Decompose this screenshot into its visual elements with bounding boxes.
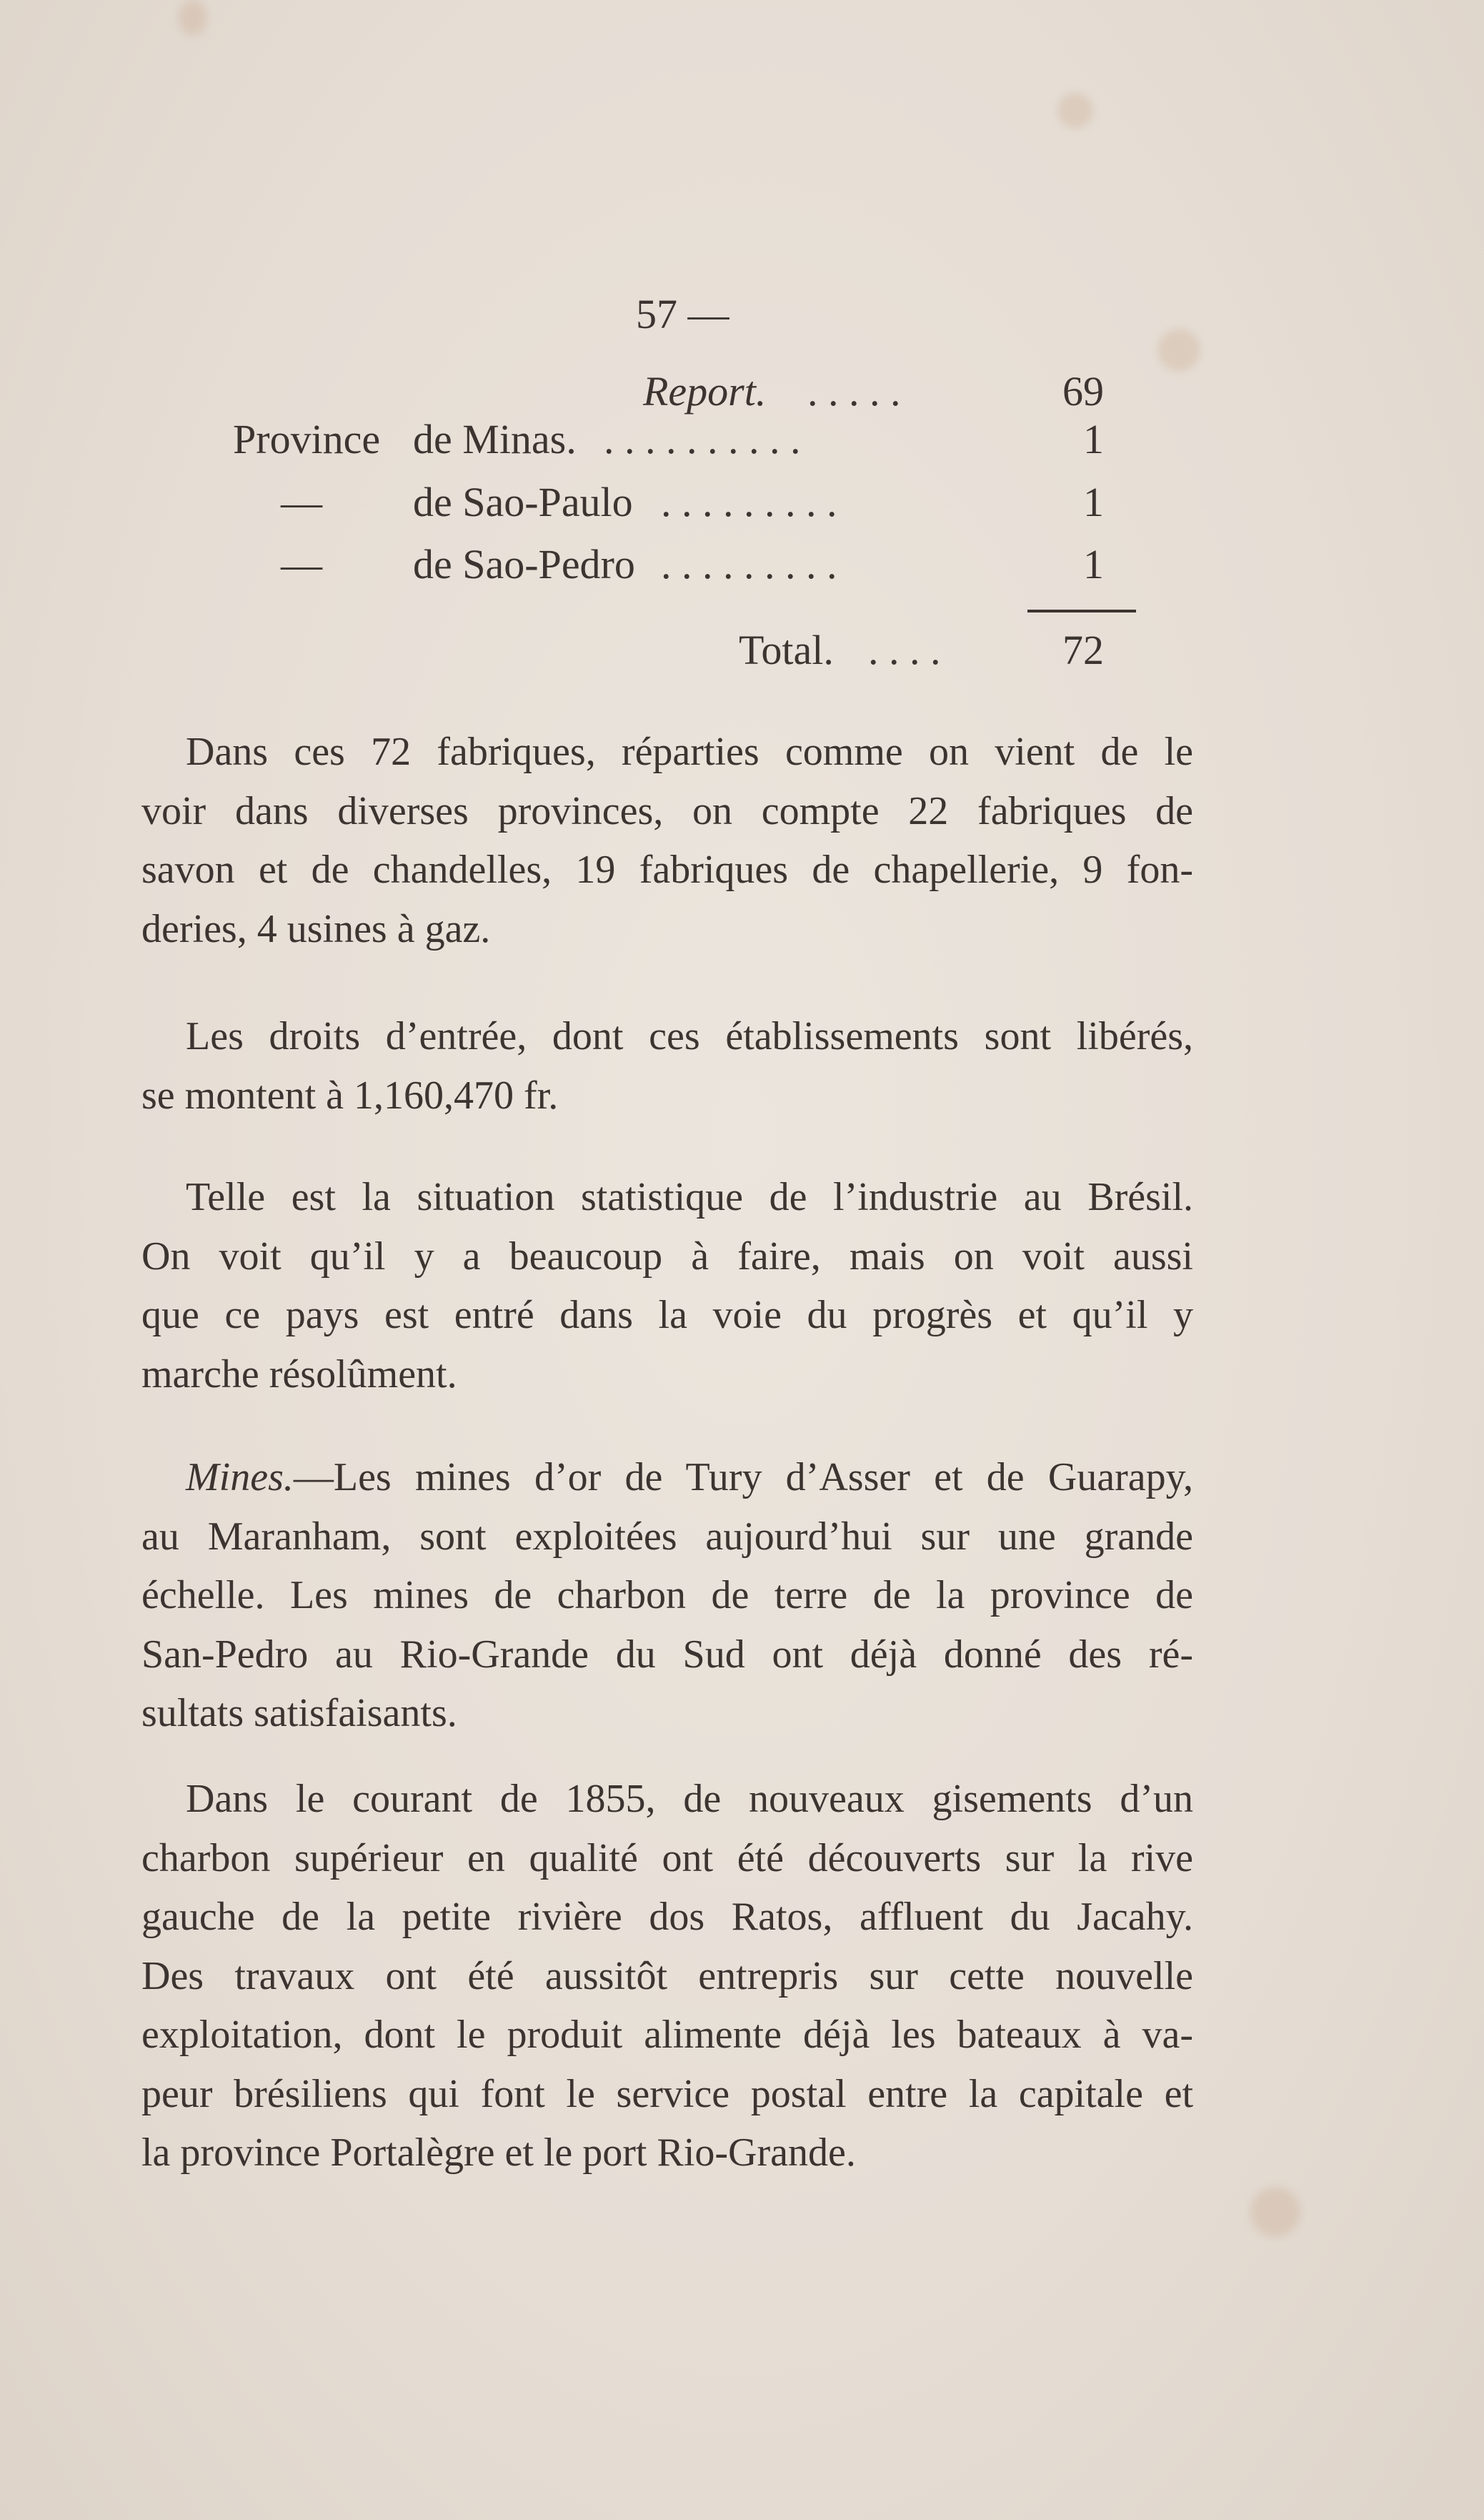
- text-line: Des travaux ont été aussitôt entrepris sur cette nouvelle: [141, 1953, 1193, 1998]
- text-line: savon et de chandelles, 19 fabriques de chapellerie, 9 fon-: [141, 848, 1193, 892]
- row-label: de Sao-Paulo: [413, 479, 633, 525]
- section-heading: Mines.: [186, 1455, 294, 1499]
- page-number: 57 —: [636, 291, 729, 337]
- leader-dots: . . . . . . . . . .: [604, 416, 801, 462]
- text-line: —Les mines d’or de Tury d’Asser et de Guarapy,: [293, 1455, 1193, 1499]
- text-line: Dans le courant de 1855, de nouveaux gisements d’un: [186, 1777, 1193, 1821]
- row-value: 1: [1083, 416, 1104, 462]
- row-value: 1: [1083, 541, 1104, 587]
- paragraph-situation: [141, 1168, 1193, 1404]
- text-line: que ce pays est entré dans la voie du progrès et qu’il y: [141, 1293, 1193, 1337]
- text-line: San-Pedro au Rio-Grande du Sud ont déjà donné des ré-: [141, 1632, 1193, 1677]
- text-line: Dans ces 72 fabriques, réparties comme on vient de le: [186, 730, 1193, 774]
- paper-stain: [1157, 329, 1200, 372]
- total-label: Total.: [739, 627, 834, 673]
- text-line: la province Portalègre et le port Rio-Grande.: [141, 2130, 856, 2175]
- text-line: charbon supérieur en qualité ont été découverts sur la rive: [141, 1835, 1193, 1880]
- text-line: deries, 4 usines à gaz.: [141, 906, 491, 951]
- leader-dots: . . . .: [868, 627, 941, 673]
- text-line: échelle. Les mines de charbon de terre de la province de: [141, 1573, 1193, 1617]
- row-prefix: —: [281, 541, 322, 587]
- text-line: exploitation, dont le produit alimente déjà les bateaux à va-: [141, 2013, 1193, 2057]
- text-line: On voit qu’il y a beaucoup à faire, mais on voit aussi: [141, 1234, 1193, 1279]
- text-line: Les droits d’entrée, dont ces établissements sont libérés,: [186, 1014, 1193, 1058]
- paragraph-factories: [141, 723, 1193, 958]
- total-value: 72: [1062, 627, 1104, 673]
- text-line: Telle est la situation statistique de l’industrie au Brésil.: [186, 1175, 1193, 1219]
- text-line: voir dans diverses provinces, on compte 22 fabriques de: [141, 788, 1193, 833]
- row-value: 1: [1083, 479, 1104, 525]
- leader-dots: . . . . . . . . .: [661, 479, 837, 525]
- paragraph-coal: [141, 1770, 1193, 2183]
- text-line: sultats satisfaisants.: [141, 1691, 457, 1735]
- paper-stain: [179, 0, 207, 36]
- report-label: Report.: [643, 368, 767, 415]
- text-line: marche résolûment.: [141, 1351, 457, 1397]
- row-label: de Minas.: [413, 416, 577, 462]
- paper-stain: [1057, 93, 1093, 129]
- row-label: de Sao-Pedro: [413, 541, 635, 587]
- row-prefix: Province: [233, 416, 381, 462]
- text-line: au Maranham, sont exploitées aujourd’hui sur une grande: [141, 1514, 1193, 1559]
- paragraph-mines: [141, 1448, 1193, 1743]
- text-line: gauche de la petite rivière dos Ratos, affluent du Jacahy.: [141, 1895, 1193, 1939]
- leader-dots: . . . . . . . . .: [661, 541, 837, 587]
- text-line: peur brésiliens qui font le service postal entre la capitale et: [141, 2071, 1193, 2116]
- row-prefix: —: [281, 479, 322, 525]
- report-value: 69: [1062, 368, 1104, 415]
- paragraph-duties: [141, 1007, 1193, 1125]
- sum-rule: [1027, 610, 1136, 612]
- paper-stain: [1250, 2187, 1300, 2237]
- text-line: se montent à 1,160,470 fr.: [141, 1073, 559, 1118]
- leader-dots: . . . . .: [807, 368, 901, 415]
